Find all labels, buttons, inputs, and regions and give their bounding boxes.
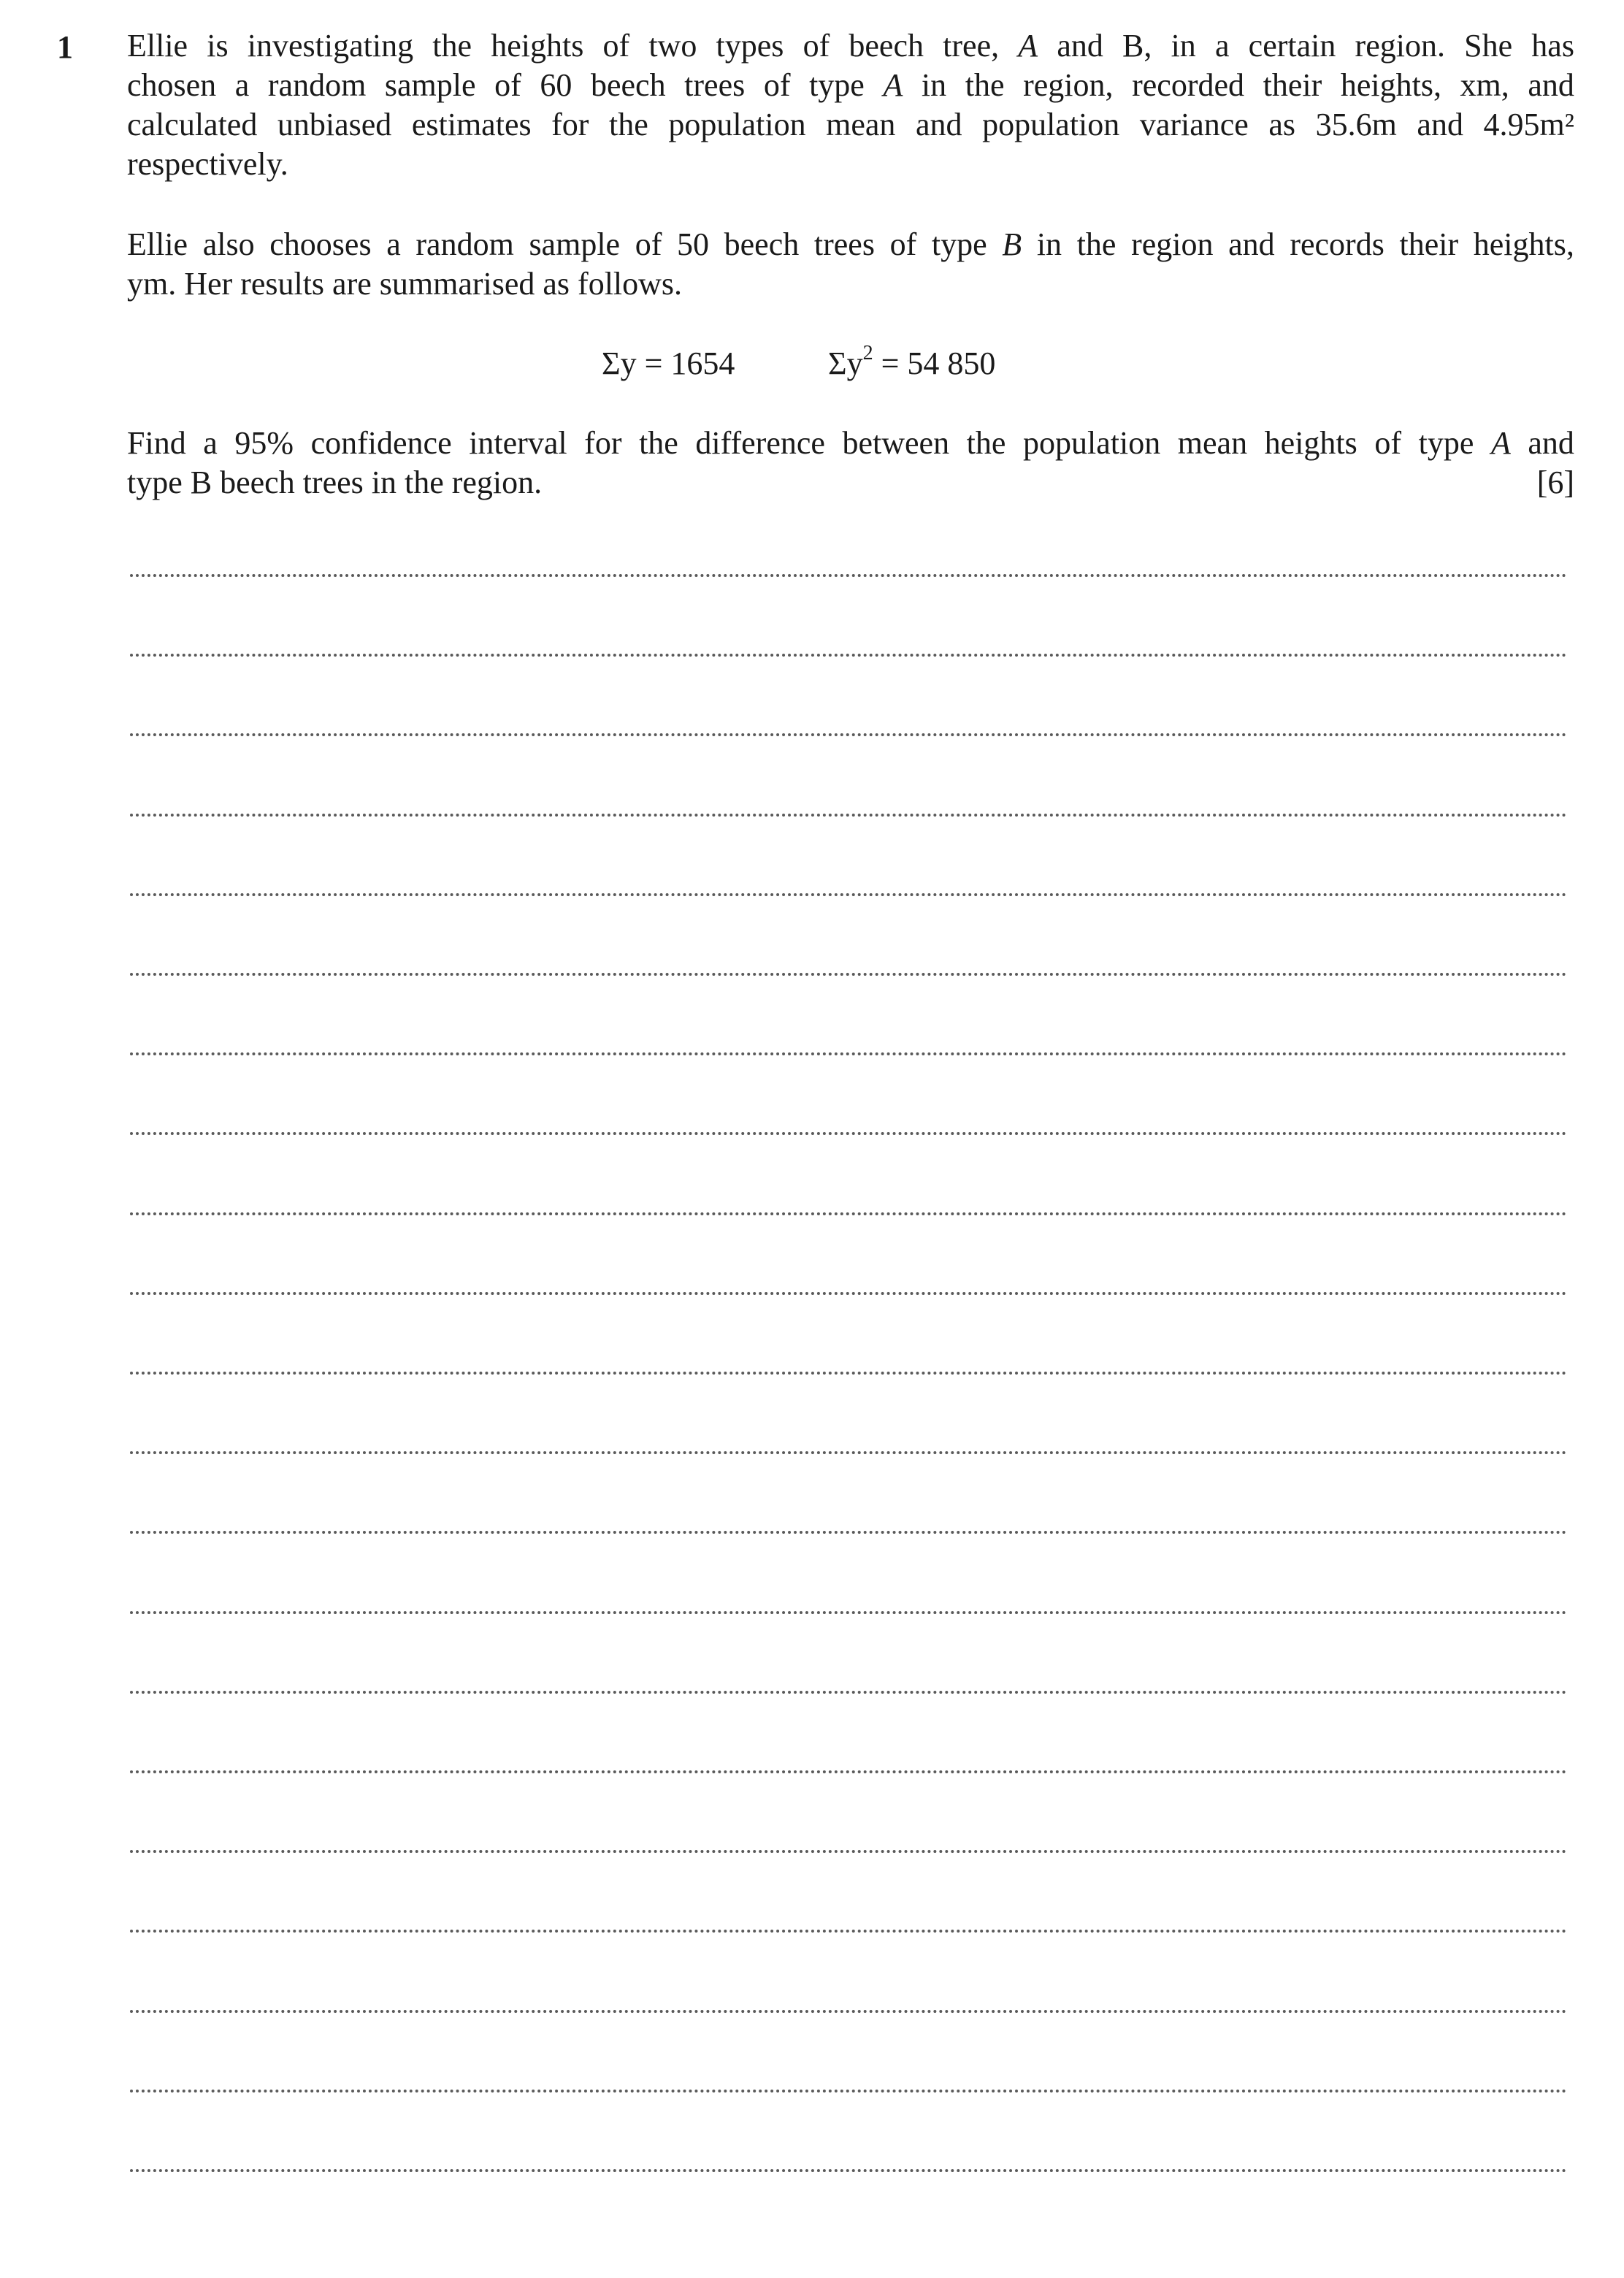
word: chooses [269, 226, 372, 262]
word: calculated [127, 107, 258, 142]
word: types [716, 28, 784, 64]
answer-line[interactable] [130, 1372, 1567, 1375]
word: a [1214, 28, 1230, 64]
word: heights [491, 28, 584, 64]
text-line [127, 225, 1574, 264]
word: has [1531, 28, 1574, 64]
text-line [127, 26, 1574, 66]
answer-line[interactable] [130, 814, 1567, 817]
word: and [915, 107, 962, 142]
question-number: 1 [57, 29, 73, 65]
answer-line[interactable] [130, 1292, 1567, 1295]
word: for [551, 107, 589, 142]
word: population [1023, 425, 1161, 461]
word: of [635, 226, 662, 262]
word: their [1263, 67, 1322, 103]
word: type [931, 226, 987, 262]
word: estimates [411, 107, 532, 142]
word: B [1002, 226, 1022, 262]
word: sample [529, 226, 621, 262]
word: the [965, 67, 1005, 103]
answer-line[interactable] [130, 1770, 1567, 1773]
word: and [1228, 226, 1275, 262]
word: 50 [677, 226, 710, 262]
question-stem-paragraph-2 [127, 225, 1574, 304]
answer-line[interactable] [130, 893, 1567, 896]
word: as [1268, 107, 1296, 142]
word: beech [724, 226, 800, 262]
question-task [127, 424, 1574, 502]
word: and [1528, 67, 1574, 103]
word: of [1374, 425, 1402, 461]
word: type [809, 67, 865, 103]
answer-line[interactable] [130, 1850, 1567, 1853]
word: region. [1355, 28, 1445, 64]
answer-line[interactable] [130, 1451, 1567, 1454]
word: recorded [1132, 67, 1245, 103]
word: 35.6m [1315, 107, 1397, 142]
word: variance [1139, 107, 1249, 142]
word: and [1528, 425, 1574, 461]
answer-line[interactable] [130, 1611, 1567, 1614]
word: the [1076, 226, 1116, 262]
text-line [127, 424, 1574, 463]
sum-y-formula: Σy = 1654 [602, 345, 735, 381]
answer-line[interactable] [130, 2090, 1567, 2092]
word: and [1417, 107, 1463, 142]
question-stem-paragraph-1 [127, 26, 1574, 184]
word: A [1018, 28, 1038, 64]
answer-line[interactable] [130, 733, 1567, 736]
word: their [1399, 226, 1459, 262]
answer-line[interactable] [130, 1531, 1567, 1534]
word: also [202, 226, 255, 262]
word: two [648, 28, 697, 64]
word: type [1418, 425, 1474, 461]
word: Find [127, 425, 186, 461]
summary-statistics [0, 342, 1624, 386]
word: B, [1122, 28, 1152, 64]
word: random [415, 226, 514, 262]
word: xm, [1460, 67, 1509, 103]
word: the [639, 425, 678, 461]
word: the [966, 425, 1006, 461]
word: a [386, 226, 401, 262]
word: trees [684, 67, 746, 103]
word: and [1057, 28, 1103, 64]
word: the [432, 28, 472, 64]
word: random [267, 67, 367, 103]
word: a [234, 67, 250, 103]
text-line: respectively. [127, 146, 288, 182]
word: investigating [247, 28, 414, 64]
word: chosen [127, 67, 217, 103]
text-line [127, 66, 1574, 105]
word: heights, [1340, 67, 1441, 103]
word: trees [813, 226, 875, 262]
marks-allocation: [6] [1536, 465, 1574, 500]
word: sample [384, 67, 476, 103]
word: Ellie [127, 226, 188, 262]
word: region [1131, 226, 1214, 262]
word: A [883, 67, 903, 103]
word: of [803, 28, 830, 64]
answer-line[interactable] [130, 1052, 1567, 1055]
word: a [203, 425, 218, 461]
answer-line[interactable] [130, 1212, 1567, 1215]
word: population [668, 107, 806, 142]
answer-line[interactable] [130, 574, 1567, 577]
word: in [1171, 28, 1196, 64]
word: between [842, 425, 950, 461]
word: unbiased [277, 107, 392, 142]
word: mean [1177, 425, 1248, 461]
word: of [889, 226, 917, 262]
answer-line[interactable] [130, 1930, 1567, 1933]
word: A [1490, 425, 1511, 461]
answer-line[interactable] [130, 1691, 1567, 1694]
word: region, [1023, 67, 1114, 103]
word: beech [849, 28, 924, 64]
word: is [207, 28, 229, 64]
word: of [602, 28, 630, 64]
word: of [494, 67, 521, 103]
word: heights, [1473, 226, 1574, 262]
word: confidence [310, 425, 452, 461]
word: certain [1248, 28, 1336, 64]
answer-line[interactable] [130, 654, 1567, 657]
word: 4.95m² [1483, 107, 1574, 142]
word: in [1036, 226, 1062, 262]
word: heights [1264, 425, 1357, 461]
answer-line[interactable] [130, 973, 1567, 976]
sum-y-squared-formula: $\Sigma y^2 = 54$ 850 [828, 342, 996, 381]
word: tree, [943, 28, 1000, 64]
word: 60 [540, 67, 572, 103]
word: Ellie [127, 28, 188, 64]
word: 95% [234, 425, 294, 461]
word: the [609, 107, 648, 142]
text-line: type B beech trees in the region. [127, 465, 543, 500]
word: for [584, 425, 622, 461]
word: beech [590, 67, 666, 103]
word: difference [695, 425, 825, 461]
word: in [921, 67, 947, 103]
word: of [763, 67, 791, 103]
word: She [1464, 28, 1513, 64]
answer-line[interactable] [130, 1132, 1567, 1135]
word: interval [469, 425, 567, 461]
text-line: ym. Her results are summarised as follows. [127, 266, 683, 302]
word: mean [826, 107, 896, 142]
answer-line[interactable] [130, 2169, 1567, 2172]
word: population [982, 107, 1120, 142]
word: records [1290, 226, 1384, 262]
text-line [127, 105, 1574, 145]
answer-line[interactable] [130, 2010, 1567, 2013]
